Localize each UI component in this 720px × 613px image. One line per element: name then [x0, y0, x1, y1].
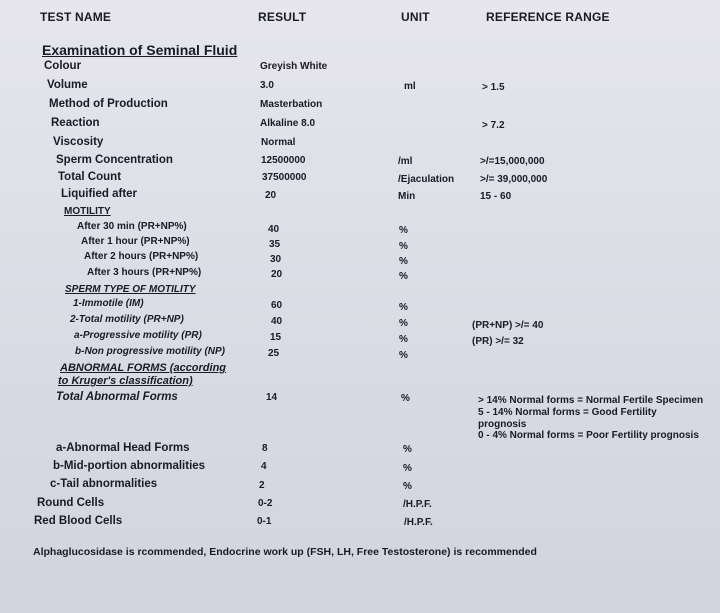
- row-result: 20: [265, 190, 277, 201]
- sperm-type-row-result: 15: [270, 332, 282, 343]
- row-unit: ml: [404, 81, 416, 92]
- motility-row-label: After 30 min (PR+NP%): [77, 221, 187, 232]
- sperm-type-row-reference: (PR+NP) >/= 40: [472, 320, 544, 331]
- row-unit: /Ejaculation: [398, 174, 455, 185]
- motility-row-result: 30: [270, 254, 282, 265]
- row-result: 12500000: [261, 155, 306, 166]
- abnormal-title-line2: to Kruger's classification): [58, 375, 193, 387]
- sperm-type-row-unit: %: [399, 302, 408, 313]
- header-result: RESULT: [258, 10, 307, 24]
- abnormal-ref-line: > 14% Normal forms = Normal Fertile Specimen: [478, 395, 704, 406]
- row-label: Reaction: [51, 117, 100, 129]
- row-result: 37500000: [262, 172, 307, 183]
- sperm-type-row-reference: (PR) >/= 32: [472, 336, 524, 347]
- sperm-type-row-label: b-Non progressive motility (NP): [75, 346, 226, 357]
- motility-row-unit: %: [399, 271, 408, 282]
- total-abnormal-result: 14: [266, 392, 278, 403]
- sperm-type-row-unit: %: [399, 318, 408, 329]
- motility-row-unit: %: [399, 241, 408, 252]
- abnormal-row-label: c-Tail abnormalities: [50, 478, 158, 490]
- sperm-type-row-unit: %: [399, 334, 408, 345]
- abnormal-ref-line: 5 - 14% Normal forms = Good Fertility: [478, 407, 657, 418]
- sperm-type-row-result: 40: [271, 316, 283, 327]
- motility-row-unit: %: [399, 256, 408, 267]
- abnormal-row-unit: %: [403, 463, 412, 474]
- motility-row-label: After 3 hours (PR+NP%): [87, 267, 202, 278]
- cells-row-result: 0-2: [258, 498, 273, 509]
- abnormal-ref-line: prognosis: [478, 419, 527, 430]
- row-label: Sperm Concentration: [56, 154, 173, 166]
- total-abnormal-unit: %: [401, 393, 410, 404]
- row-label: Viscosity: [53, 136, 104, 148]
- cells-row-label: Red Blood Cells: [34, 515, 123, 527]
- sperm-type-row-label: a-Progressive motility (PR): [74, 330, 202, 341]
- row-result: Normal: [261, 137, 296, 148]
- cells-row-label: Round Cells: [37, 497, 105, 509]
- sperm-type-row-label: 1-Immotile (IM): [73, 298, 144, 309]
- row-reference: >/=15,000,000: [480, 156, 545, 167]
- row-reference: > 7.2: [482, 120, 505, 131]
- row-unit: Min: [398, 191, 416, 202]
- sperm-type-row-result: 60: [271, 300, 283, 311]
- motility-title: MOTILITY: [64, 206, 111, 217]
- header-reference-range: REFERENCE RANGE: [486, 10, 610, 24]
- total-abnormal-label: Total Abnormal Forms: [56, 391, 178, 403]
- row-label: Liquified after: [61, 188, 138, 200]
- header-test-name: TEST NAME: [40, 10, 112, 24]
- motility-row-result: 20: [271, 269, 283, 280]
- abnormal-row-result: 4: [261, 461, 267, 472]
- row-reference: 15 - 60: [480, 191, 512, 202]
- cells-row-result: 0-1: [257, 516, 272, 527]
- abnormal-row-result: 8: [262, 443, 268, 454]
- motility-row-unit: %: [399, 225, 408, 236]
- header-unit: UNIT: [401, 10, 430, 24]
- abnormal-row-label: b-Mid-portion abnormalities: [53, 460, 206, 472]
- row-result: 3.0: [260, 80, 274, 91]
- comment-text: Alphaglucosidase is rcommended, Endocrine work up (FSH, LH, Free Testosterone) is recommended: [33, 546, 537, 558]
- cells-row-unit: /H.P.F.: [403, 499, 432, 510]
- row-label: Colour: [44, 60, 82, 72]
- sperm-type-row-label: 2-Total motility (PR+NP): [70, 314, 184, 325]
- row-reference: >/= 39,000,000: [480, 174, 548, 185]
- motility-row-label: After 1 hour (PR+NP%): [81, 236, 190, 247]
- motility-row-label: After 2 hours (PR+NP%): [84, 251, 199, 262]
- row-unit: /ml: [398, 156, 413, 167]
- sperm-type-title: SPERM TYPE OF MOTILITY: [65, 284, 196, 295]
- sperm-type-row-result: 25: [268, 348, 280, 359]
- row-reference: > 1.5: [482, 82, 505, 93]
- section-title: Examination of Seminal Fluid: [42, 42, 238, 58]
- sperm-type-row-unit: %: [399, 350, 408, 361]
- row-label: Method of Production: [49, 98, 168, 110]
- abnormal-row-result: 2: [259, 480, 265, 491]
- row-result: Greyish White: [260, 61, 328, 72]
- motility-row-result: 35: [269, 239, 281, 250]
- row-result: Alkaline 8.0: [260, 118, 316, 129]
- cells-row-unit: /H.P.F.: [404, 517, 433, 528]
- row-label: Volume: [47, 79, 88, 91]
- abnormal-title-line1: ABNORMAL FORMS (according: [60, 362, 227, 374]
- abnormal-row-label: a-Abnormal Head Forms: [56, 442, 190, 454]
- row-label: Total Count: [58, 171, 122, 183]
- abnormal-row-unit: %: [403, 481, 412, 492]
- abnormal-ref-line: 0 - 4% Normal forms = Poor Fertility prognosis: [478, 430, 699, 441]
- row-result: Masterbation: [260, 99, 323, 110]
- motility-row-result: 40: [268, 224, 280, 235]
- abnormal-row-unit: %: [403, 444, 412, 455]
